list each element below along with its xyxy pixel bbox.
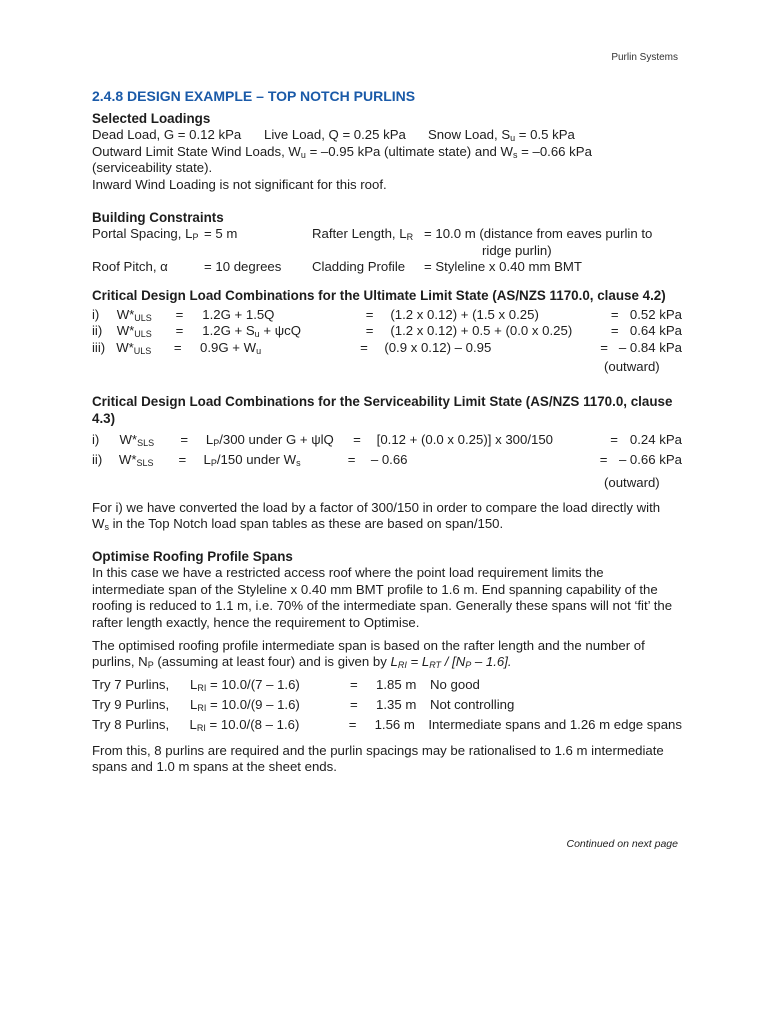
sls-row: i) $W*_{SLS}$ = $L_P/300$ under G + ψlQ = [0.12 + (0.0 x 0.25)] x 300/150 = 0.24 kPa [92,431,682,448]
sls-table [92,432,682,494]
constraints-row-2 [92,259,682,276]
uls-row: iii) $W*_{ULS}$ = $0.9G + W_u$ = (0.9 x 0.12) – 0.95 = – 0.84 kPa [92,339,682,356]
sls-row: ii) $W*_{SLS}$ = $L_P/150$ under $W_s$ = – 0.66 = – 0.66 kPa [92,451,682,468]
portal-spacing-value: = 5 m [204,226,238,242]
cladding-label: Cladding Profile [312,259,406,275]
purlin-trials-table [92,677,682,737]
uls-table [92,307,682,379]
constraints-row-1 [92,226,682,243]
uls-row: i) $W*_{ULS}$ = 1.2G + 1.5Q = (1.2 x 0.12) + (1.5 x 0.25) = 0.52 kPa [92,306,682,323]
span-formula: $L_{RI} = L_{RT} / [N_P - 1.6]$. [390,654,512,671]
roof-pitch-label: Roof Pitch, α [92,259,168,275]
portal-spacing-label: Portal Spacing, $L_P$ [92,226,199,243]
purlin-trial-row: Try 9 Purlins, $L_{RI} = 10.0/(9 - 1.6)$ = 1.35 m Not controlling [92,696,515,713]
optimise-heading: Optimise Roofing Profile Spans [92,548,293,564]
rafter-length-value: = 10.0 m (distance from eaves purlin to [424,226,653,242]
conversion-note-line-1: For i) we have converted the load by a factor of 300/150 in order to compare the load directly with [92,499,661,515]
inward-wind-note: Inward Wind Loading is not significant for this roof. [92,176,387,192]
sls-outward: (outward) [604,474,660,490]
purlin-trial-row: Try 8 Purlins, $L_{RI} = 10.0/(8 - 1.6)$ = 1.56 m Intermediate spans and 1.26 m edge spans [92,716,682,733]
dead-load: Dead Load, G = 0.12 kPa [92,127,242,143]
loads-line [92,127,682,144]
roof-pitch-value: = 10 degrees [204,259,282,275]
purlin-trial-row: Try 7 Purlins, $L_{RI} = 10.0/(7 - 1.6)$ = 1.85 m No good [92,676,480,693]
continued-note: Continued on next page [566,838,678,850]
running-header: Purlin Systems [611,52,678,63]
rafter-length-label: Rafter Length, $L_R$ [312,226,414,243]
section-title: 2.4.8 DESIGN EXAMPLE – TOP NOTCH PURLINS [92,88,416,104]
wind-loads-line: Outward Limit State Wind Loads, $W_u = -0.95$ kPa (ultimate state) and $W_s = -0.66$ kPa [92,143,592,160]
conversion-note-line-2: $W_s$ in the Top Notch load span tables as these are based on span/150. [92,516,504,533]
selected-loadings-heading: Selected Loadings [92,110,211,126]
document-body [92,88,682,776]
uls-outward: (outward) [604,359,660,375]
conclusion-paragraph: From this, 8 purlins are required and the purlin spacings may be rationalised to 1.6 m intermediate spans and 1.0 m spans at the sheet ends. [92,742,664,775]
constraints-row-1b [92,243,682,260]
uls-row: ii) $W*_{ULS}$ = $1.2G + S_u + \psi cQ$ = (1.2 x 0.12) + 0.5 + (0.0 x 0.25) = 0.64 kPa [92,323,682,340]
rafter-length-value-2: ridge purlin) [482,242,552,258]
optimise-paragraph-2: The optimised roofing profile intermediate span is based on the rafter length and the number of purlins, $N_P$ (assuming at least four) and is given by $L_{RI} = L_{RT} / [N_P - 1.6]$. [92,637,645,671]
optimise-paragraph-1: In this case we have a restricted access roof where the point load requirement limits the intermediate span of the Styleline x 0.40 mm BMT profile to 1.6 m. End spanning capability of the roofing is reduced to 1.1 m, i.e. 70% of the intermediate span. Generally these spans will not ‘fit’ the rafter length exactly, hence the requirement to Optimise. [92,565,673,631]
sls-heading: Critical Design Load Combinations for the Serviceability Limit State (AS/NZS 1170.0, clause 4.3) [92,394,673,426]
uls-heading: Critical Design Load Combinations for the Ultimate Limit State (AS/NZS 1170.0, clause 4.2) [92,287,666,303]
live-load: Live Load, Q = 0.25 kPa [264,127,406,143]
snow-load: Snow Load, $S_u = 0.5$ kPa [428,127,575,144]
wind-loads-line-2: (serviceability state). [92,160,213,176]
cladding-value: = Styleline x 0.40 mm BMT [424,259,582,275]
building-constraints-heading: Building Constraints [92,209,224,225]
